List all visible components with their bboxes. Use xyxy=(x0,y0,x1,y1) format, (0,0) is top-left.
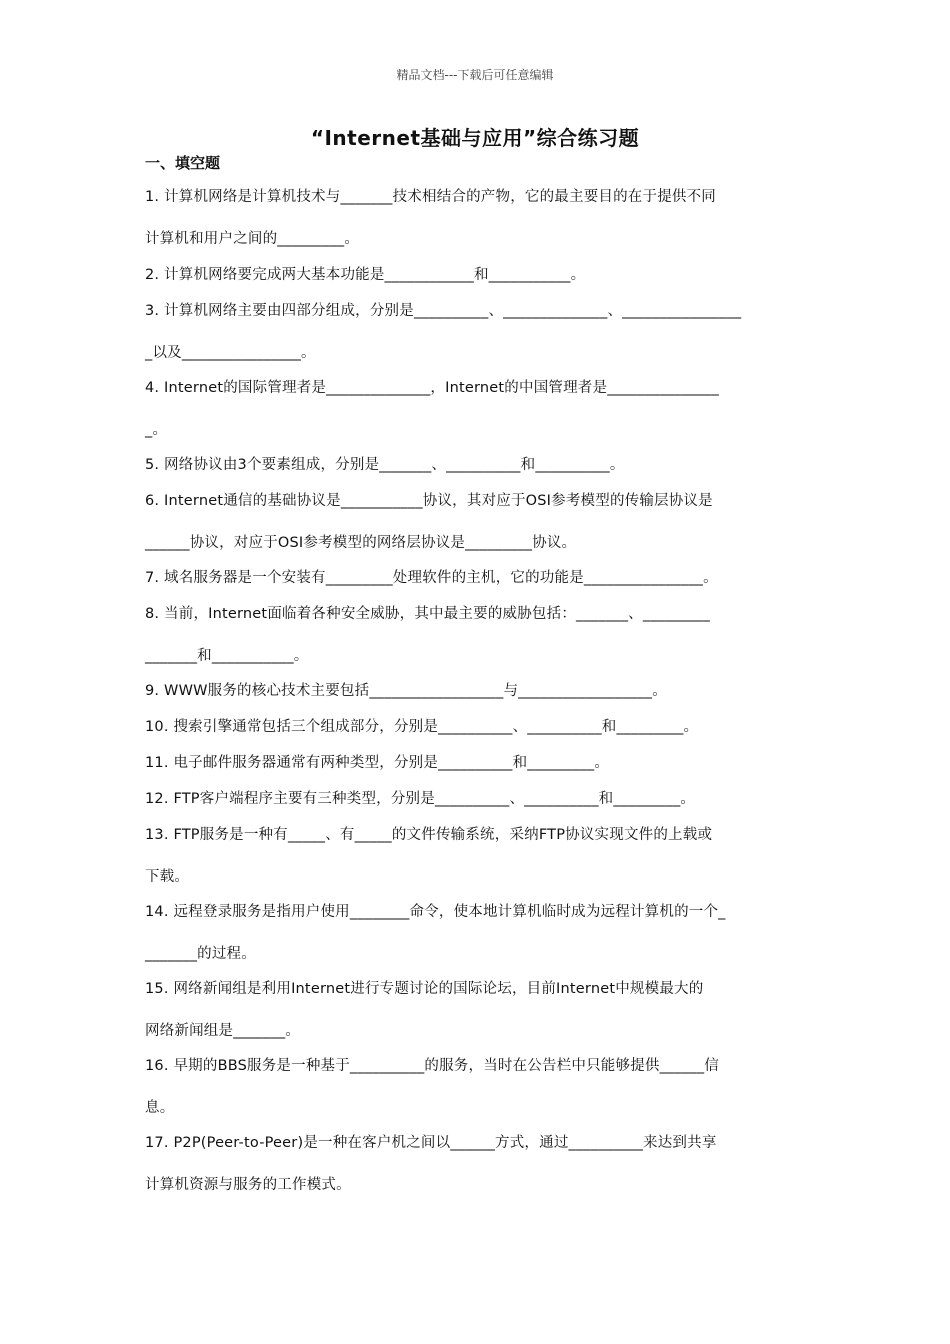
question-line: 16. 早期的BBS服务是一种基于__________的服务，当时在公告栏中只能够提供______信 xyxy=(145,1058,720,1074)
question-line: 3. 计算机网络主要由四部分组成，分别是__________、______________、________________ xyxy=(145,303,742,319)
question-line: _。 xyxy=(145,422,168,438)
question-line: 4. Internet的国际管理者是______________，Internet的中国管理者是_______________ xyxy=(145,380,719,396)
question-line: 8. 当前，Internet面临着各种安全威胁，其中最主要的威胁包括：_______、_________ xyxy=(145,606,710,622)
question-line: 9. WWW服务的核心技术主要包括__________________与__________________。 xyxy=(145,683,667,699)
question-line: 15. 网络新闻组是利用Internet进行专题讨论的国际论坛，目前Internet中规模最大的 xyxy=(145,981,704,997)
question-line: _以及________________。 xyxy=(145,345,316,361)
question-line: 17. P2P(Peer-to-Peer)是一种在客户机之间以______方式，通过__________来达到共享 xyxy=(145,1135,717,1151)
question-line: 计算机和用户之间的_________。 xyxy=(145,231,360,247)
section-heading-fill-in-blank: 一、填空题 xyxy=(145,154,221,172)
question-line: 网络新闻组是_______。 xyxy=(145,1023,301,1039)
question-line: 7. 域名服务器是一个安装有_________处理软件的主机，它的功能是________________。 xyxy=(145,570,718,586)
question-line: 5. 网络协议由3个要素组成，分别是_______、__________和__________。 xyxy=(145,457,625,473)
question-line: _______的过程。 xyxy=(145,946,256,962)
question-line: _______和___________。 xyxy=(145,648,309,664)
question-line: 息。 xyxy=(145,1100,175,1116)
document-title: “Internet基础与应用”综合练习题 xyxy=(310,126,640,150)
question-line: ______协议，对应于OSI参考模型的网络层协议是_________协议。 xyxy=(145,535,577,551)
question-line: 1. 计算机网络是计算机技术与_______技术相结合的产物，它的最主要目的在于提供不同 xyxy=(145,189,716,205)
page-header: 精品文档---下载后可任意编辑 xyxy=(396,68,554,82)
question-line: 下载。 xyxy=(145,869,190,885)
question-line: 10. 搜索引擎通常包括三个组成部分，分别是__________、__________和_________。 xyxy=(145,719,699,735)
question-line: 12. FTP客户端程序主要有三种类型，分别是__________、__________和_________。 xyxy=(145,791,696,807)
question-line: 计算机资源与服务的工作模式。 xyxy=(145,1177,351,1193)
question-line: 2. 计算机网络要完成两大基本功能是____________和___________。 xyxy=(145,267,586,283)
question-line: 13. FTP服务是一种有_____、有_____的文件传输系统，采纳FTP协议实现文件的上载或 xyxy=(145,827,713,843)
question-line: 11. 电子邮件服务器通常有两种类型，分别是__________和_________。 xyxy=(145,755,610,771)
question-line: 6. Internet通信的基础协议是___________协议，其对应于OSI参考模型的传输层协议是 xyxy=(145,493,713,509)
question-line: 14. 远程登录服务是指用户使用________命令，使本地计算机临时成为远程计算机的一个_ xyxy=(145,904,726,920)
